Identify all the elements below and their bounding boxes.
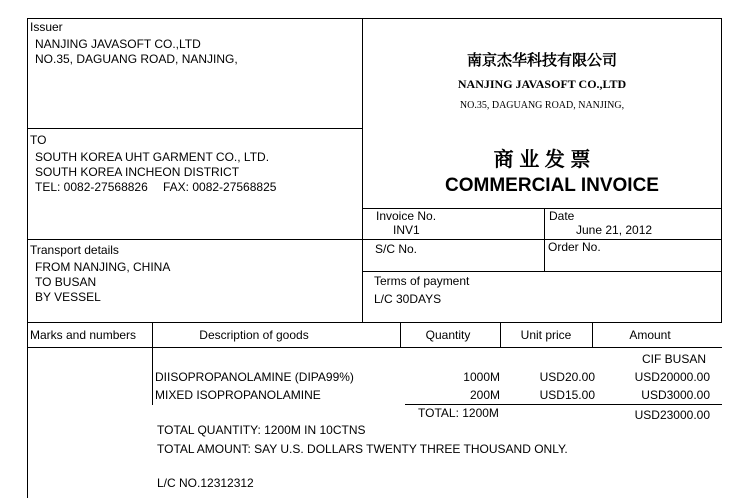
col-header-quantity: Quantity	[425, 328, 471, 342]
invoice-no-value: INV1	[393, 223, 420, 237]
total-amount-words: TOTAL AMOUNT: SAY U.S. DOLLARS TWENTY THREE THOUSAND ONLY.	[157, 442, 568, 456]
total-quantity: TOTAL QUANTITY: 1200M IN 10CTNS	[157, 423, 366, 437]
company-name-cn: 南京杰华科技有限公司	[466, 52, 617, 69]
item-description: DIISOPROPANOLAMINE (DIPA99%)	[155, 370, 354, 384]
item-description: MIXED ISOPROPANOLAMINE	[155, 388, 321, 402]
issuer-divider	[27, 128, 362, 129]
to-address: SOUTH KOREA INCHEON DISTRICT	[35, 165, 240, 179]
order-no-label: Order No.	[548, 240, 601, 254]
item-unit-price: USD20.00	[539, 370, 595, 384]
date-divider	[544, 208, 545, 271]
to-divider	[27, 239, 362, 240]
header-row-top	[27, 322, 722, 323]
date-label: Date	[549, 209, 575, 223]
date-value: June 21, 2012	[576, 223, 653, 237]
sc-no-label: S/C No.	[375, 242, 418, 256]
lc-number: L/C NO.12312312	[157, 476, 254, 490]
issuer-name: NANJING JAVASOFT CO.,LTD	[35, 37, 201, 51]
col-header-marks: Marks and numbers	[30, 328, 137, 342]
transport-label: Transport details	[30, 243, 119, 257]
title-en: COMMERCIAL INVOICE	[445, 175, 659, 196]
item-amount: USD20000.00	[634, 370, 710, 384]
title-cn: 商 业 发 票	[493, 149, 591, 171]
item-unit-price: USD15.00	[539, 388, 595, 402]
col-header-amount: Amount	[629, 328, 671, 342]
transport-to: TO BUSAN	[35, 275, 97, 289]
header-row-bottom	[27, 347, 722, 348]
to-fax: FAX: 0082-27568825	[163, 180, 277, 194]
invoice-row-bottom	[362, 271, 722, 272]
total-label: TOTAL: 1200M	[418, 406, 499, 420]
item-quantity: 200M	[469, 388, 500, 402]
to-label: TO	[30, 133, 47, 147]
total-amount: USD23000.00	[634, 408, 710, 422]
invoice-no-label: Invoice No.	[376, 209, 437, 223]
to-tel: TEL: 0082-27568826	[35, 180, 148, 194]
terms-value: L/C 30DAYS	[374, 292, 442, 306]
terms-label: Terms of payment	[374, 274, 470, 288]
col-header-unit-price: Unit price	[520, 328, 572, 342]
issuer-address: NO.35, DAGUANG ROAD, NANJING,	[35, 52, 238, 66]
to-name: SOUTH KOREA UHT GARMENT CO., LTD.	[35, 150, 270, 164]
left-border	[27, 18, 28, 498]
trade-term: CIF BUSAN	[641, 352, 706, 366]
item-quantity: 1000M	[463, 370, 500, 384]
top-border	[27, 18, 722, 19]
company-name-en: NANJING JAVASOFT CO.,LTD	[457, 77, 627, 91]
company-address: NO.35, DAGUANG ROAD, NANJING,	[459, 100, 625, 111]
col-header-description: Description of goods	[199, 328, 309, 342]
transport-by: BY VESSEL	[35, 290, 101, 304]
total-line	[405, 404, 722, 405]
issuer-label: Issuer	[30, 20, 63, 34]
transport-from: FROM NANJING, CHINA	[35, 260, 171, 274]
description-divider	[152, 347, 153, 405]
invoice-row-mid	[362, 239, 722, 240]
item-amount: USD3000.00	[641, 388, 710, 402]
